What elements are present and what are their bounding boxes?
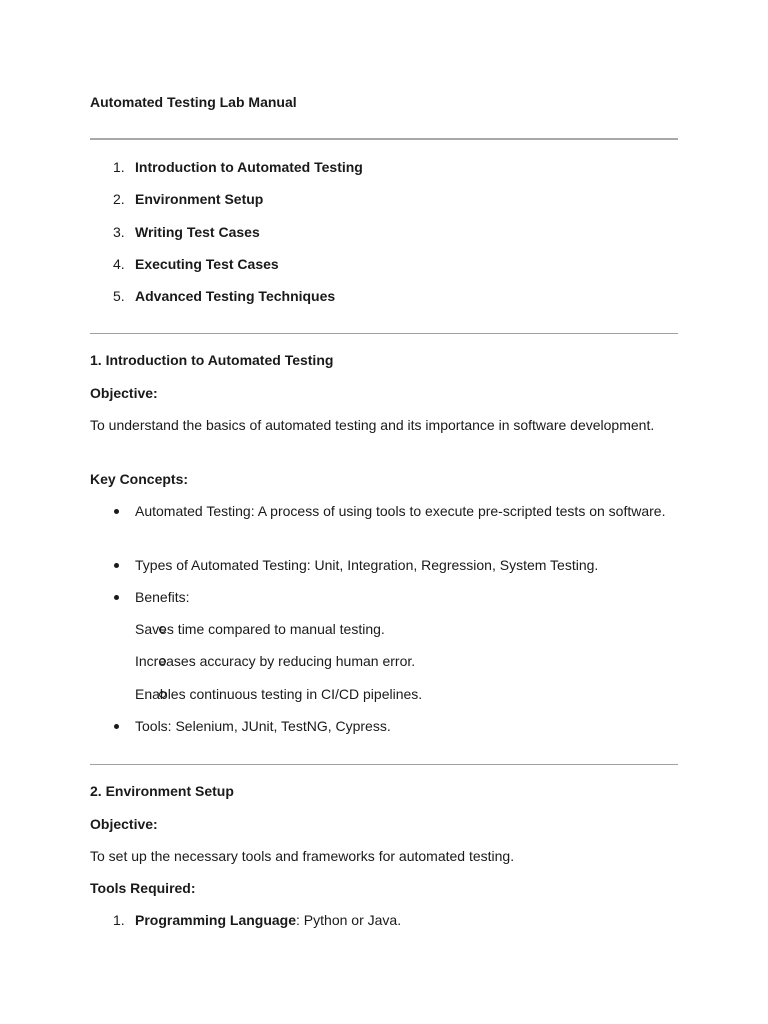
- list-item: [90, 500, 678, 554]
- section-2-tools-label: Tools Required:: [90, 880, 196, 896]
- section-1-objective-label: Objective:: [90, 385, 158, 401]
- section-2-objective-text: To set up the necessary tools and frameworks for automated testing.: [90, 848, 515, 864]
- list-item: [90, 554, 678, 586]
- toc-item[interactable]: [90, 157, 363, 189]
- list-item: [90, 909, 401, 931]
- bullet-icon: [114, 595, 119, 600]
- toc-number: 4.: [113, 255, 125, 272]
- sub-list-item: [90, 618, 678, 650]
- section-2-objective-label: Objective:: [90, 816, 158, 832]
- sub-list-item-text: Increases accuracy by reducing human error.: [135, 653, 416, 669]
- tool-description: : Python or Java.: [296, 912, 402, 928]
- section-1-key-concepts-label: Key Concepts:: [90, 471, 189, 487]
- toc-item[interactable]: [90, 222, 363, 254]
- toc-label: Introduction to Automated Testing: [135, 159, 363, 175]
- bullet-icon: [114, 724, 119, 729]
- sub-list-item: [90, 650, 678, 683]
- toc-number: 2.: [113, 191, 125, 208]
- toc-item[interactable]: [90, 286, 363, 318]
- section-1-heading: 1. Introduction to Automated Testing: [90, 352, 334, 368]
- toc-number: 1.: [113, 159, 125, 175]
- toc-item[interactable]: [90, 254, 363, 286]
- list-item-text: Tools: Selenium, JUnit, TestNG, Cypress.: [135, 718, 391, 734]
- bullet-icon: [114, 509, 119, 514]
- bullet-icon: [114, 563, 119, 568]
- list-number: 1.: [113, 912, 125, 928]
- hollow-bullet-icon: [159, 658, 166, 665]
- toc-number: 3.: [113, 223, 125, 240]
- hollow-bullet-icon: [159, 691, 166, 698]
- section-1-objective-text: To understand the basics of automated testing and its importance in software development.: [90, 417, 655, 433]
- tools-required-list: [90, 909, 401, 931]
- toc-label: Writing Test Cases: [135, 223, 260, 240]
- toc-number: 5.: [113, 288, 125, 305]
- title-divider: [90, 138, 678, 140]
- section-divider: [90, 764, 678, 765]
- list-item-text: Benefits:: [135, 589, 190, 605]
- table-of-contents: [90, 157, 363, 318]
- section-2-heading: 2. Environment Setup: [90, 783, 234, 799]
- list-item: [90, 715, 678, 747]
- list-item: [90, 586, 678, 618]
- sub-list-item-text: Saves time compared to manual testing.: [135, 621, 385, 637]
- section-divider: [90, 333, 678, 334]
- sub-list-item-text: Enables continuous testing in CI/CD pipelines.: [135, 686, 423, 702]
- toc-label: Environment Setup: [135, 191, 264, 208]
- sub-list-item: [90, 683, 678, 715]
- key-concepts-list: [90, 500, 678, 747]
- toc-label: Executing Test Cases: [135, 255, 279, 272]
- tool-term: Programming Language: [135, 912, 297, 928]
- toc-item[interactable]: [90, 189, 363, 221]
- list-item-text: Types of Automated Testing: Unit, Integration, Regression, System Testing.: [135, 557, 599, 573]
- document-title: Automated Testing Lab Manual: [90, 94, 297, 110]
- list-item-text: Automated Testing: A process of using tools to execute pre-scripted tests on software.: [135, 503, 666, 519]
- hollow-bullet-icon: [159, 626, 166, 633]
- toc-label: Advanced Testing Techniques: [135, 288, 336, 305]
